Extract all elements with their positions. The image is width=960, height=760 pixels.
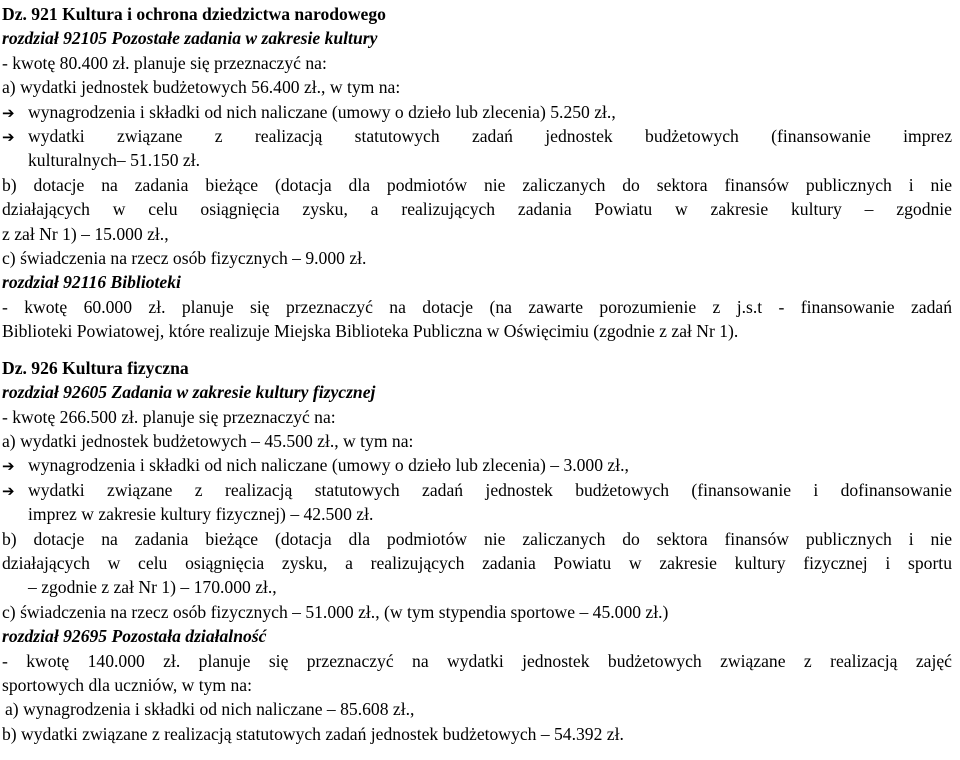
chapter-title-92105: rozdział 92105 Pozostałe zadania w zakresie kultury <box>2 28 378 49</box>
arrow-bullet-icon: ➔ <box>2 103 15 122</box>
bullet-text: wynagrodzenia i składki od nich naliczane (umowy o dzieło lub zlecenia) 5.250 zł., <box>28 101 616 122</box>
chapter-title-92116: rozdział 92116 Biblioteki <box>2 272 181 293</box>
chapter-text-92116-line2: Biblioteki Powiatowej, które realizuje Miejska Biblioteka Publiczna w Oświęcimiu (zgodnie z zał Nr 1). <box>2 321 739 342</box>
item-b-92605-line3: – zgodnie z zał Nr 1) – 170.000 zł., <box>28 577 277 598</box>
chapter-text-92116-line1: - kwotę 60.000 zł. planuje się przeznaczyć na dotacje (na zawarte porozumienie z j.s.t - finansowanie zadań <box>2 296 952 317</box>
item-c-92105: c) świadczenia na rzecz osób fizycznych – 9.000 zł. <box>2 248 367 269</box>
bullet-text: wynagrodzenia i składki od nich naliczane (umowy o dzieło lub zlecenia) – 3.000 zł., <box>28 455 629 476</box>
bullet-text: wydatki związane z realizacją statutowych zadań jednostek budżetowych (finansowanie imprez <box>28 126 952 147</box>
chapter-text-92695-line1: - kwotę 140.000 zł. planuje się przeznaczyć na wydatki jednostek budżetowych związane z realizacją zajęć <box>2 650 952 671</box>
item-b-92105-line1: b) dotacje na zadania bieżące (dotacja dla podmiotów nie zaliczanych do sektora finansów publicznych i nie <box>2 174 952 195</box>
item-b-92605-line1: b) dotacje na zadania bieżące (dotacja dla podmiotów nie zaliczanych do sektora finansów publicznych i nie <box>2 528 952 549</box>
item-c-92605: c) świadczenia na rzecz osób fizycznych – 51.000 zł., (w tym stypendia sportowe – 45.000 zł.) <box>2 601 669 622</box>
arrow-bullet-icon: ➔ <box>2 457 15 476</box>
item-b-92105-line3: z zał Nr 1) – 15.000 zł., <box>2 223 169 244</box>
item-b-92605-line2: działających w celu osiągnięcia zysku, a realizujących zadania Powiatu w zakresie kultury fizycznej i sportu <box>2 552 952 573</box>
chapter-title-92695: rozdział 92695 Pozostała działalność <box>2 626 267 647</box>
chapter-amount-92605: - kwotę 266.500 zł. planuje się przeznaczyć na: <box>2 406 336 427</box>
bullet-item-92605-2 <box>2 478 952 502</box>
section-spacer <box>2 344 952 356</box>
chapter-title-92605: rozdział 92605 Zadania w zakresie kultury fizycznej <box>2 382 376 403</box>
bullet-text: wydatki związane z realizacją statutowych zadań jednostek budżetowych (finansowanie i dofinansowanie <box>28 479 952 500</box>
bullet-item-92605-1 <box>2 453 952 477</box>
bullet-item-92105-1 <box>2 100 952 124</box>
chapter-text-92695-line2: sportowych dla uczniów, w tym na: <box>2 674 253 695</box>
bullet-text-continued: kulturalnych– 51.150 zł. <box>28 150 200 171</box>
bullet-text-continued: imprez w zakresie kultury fizycznej) – 42.500 zł. <box>28 504 374 525</box>
item-b-92695: b) wydatki związane z realizacją statutowych zadań jednostek budżetowych – 54.392 zł. <box>2 723 624 744</box>
item-a-92605: a) wydatki jednostek budżetowych – 45.500 zł., w tym na: <box>2 430 414 451</box>
section-heading-921: Dz. 921 Kultura i ochrona dziedzictwa narodowego <box>2 4 386 24</box>
section-heading-926: Dz. 926 Kultura fizyczna <box>2 357 189 378</box>
item-b-92105-line2: działających w celu osiągnięcia zysku, a realizujących zadania Powiatu w zakresie kultury – zgodnie <box>2 199 952 220</box>
item-a-92695: a) wynagrodzenia i składki od nich naliczane – 85.608 zł., <box>5 699 415 720</box>
item-a-92105: a) wydatki jednostek budżetowych 56.400 zł., w tym na: <box>2 77 401 98</box>
bullet-item-92105-2 <box>2 124 952 148</box>
chapter-amount-92105: - kwotę 80.400 zł. planuje się przeznaczyć na: <box>2 52 327 73</box>
arrow-bullet-icon: ➔ <box>2 481 15 500</box>
arrow-bullet-icon: ➔ <box>2 128 15 147</box>
